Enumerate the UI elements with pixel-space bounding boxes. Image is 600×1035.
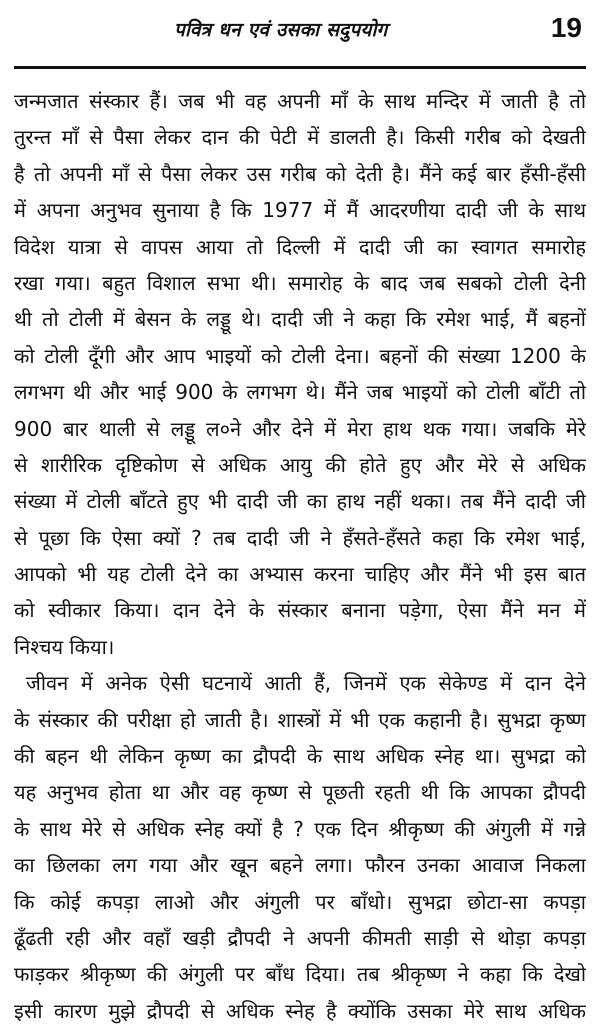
text-line: फाड़कर श्रीकृष्ण की अंगुली पर बाँध दिया। तब श्रीकृष्ण ने कहा कि देखो [14, 962, 586, 987]
body-text [14, 83, 586, 1029]
text-line: के संस्कार की परीक्षा हो जाती है। शास्त्रों में भी एक कहानी है। सुभद्रा कृष्ण [14, 707, 586, 732]
text-line: जन्मजात संस्कार हैं। जब भी वह अपनी माँ के साथ मन्दिर में जाती है तो [14, 89, 586, 113]
text-line: इसी कारण मुझे द्रौपदी से अधिक स्नेह है क्योंकि उसका मेरे साथ अधिक [14, 998, 586, 1023]
text-line: को टोली दूँगी और आप भाइयों को टोली देना। बहनों की संख्या 1200 के [14, 343, 586, 368]
text-line: थी तो टोली में बेसन के लड्डू थे। दादी जी ने कहा कि रमेश भाई, मैं बहनों [14, 307, 586, 332]
paragraph [14, 665, 586, 1029]
text-line: की बहन थी लेकिन कृष्ण का द्रौपदी के साथ अधिक स्नेह था। सुभद्रा को [14, 744, 586, 769]
text-line: आपको भी यह टोली देने का अभ्यास करना चाहिए और मैंने भी इस बात [14, 562, 586, 587]
text-line: जीवन में अनेक ऐसी घटनायें आती हैं, जिनमें एक सेकेण्ड में दान देने [26, 671, 586, 696]
text-line: कि कोई कपड़ा लाओ और अंगुली पर बाँधो। सुभद्रा छोटा-सा कपड़ा [14, 889, 586, 914]
text-line: यह अनुभव होता था और वह कृष्ण से पूछती रहती थी कि आपका द्रौपदी [14, 780, 586, 805]
text-line: तुरन्त माँ से पैसा लेकर दान की पेटी में डालती है। किसी गरीब को देखती [14, 125, 586, 150]
running-head: पवित्र धन एवं उसका सदुपयोग [174, 19, 388, 41]
text-line: के साथ मेरे से अधिक स्नेह क्यों है ? एक दिन श्रीकृष्ण की अंगुली में गन्ने [14, 816, 586, 841]
text-line: विदेश यात्रा से वापस आया तो दिल्ली में दादी जी का स्वागत समारोह [14, 234, 586, 259]
text-line: में अपना अनुभव सुनाया है कि 1977 में मैं आदरणीया दादी जी के साथ [14, 198, 586, 223]
text-line: 900 बार थाली से लड्डू ल०ने और देने में मेरा हाथ थक गया। जबकि मेरे [14, 416, 586, 441]
text-line: है तो अपनी माँ से पैसा लेकर उस गरीब को देती है। मैंने कई बार हँसी-हँसी [14, 161, 586, 186]
text-line: ढूँढती रही और वहाँ खड़ी द्रौपदी ने अपनी कीमती साड़ी से थोड़ा कपड़ा [14, 925, 586, 950]
text-line: रखा गया। बहुत विशाल सभा थी। समारोह के बाद जब सबको टोली देनी [14, 270, 586, 295]
text-line: का छिलका लग गया और खून बहने लगा। फौरन उनका आवाज निकला [14, 853, 586, 878]
text-line: निश्चय किया। [14, 634, 115, 659]
text-line: लगभग थी और भाई 900 के लगभग थे। मैंने जब भाइयों को टोली बाँटी तो [14, 380, 586, 405]
page-header [14, 0, 586, 69]
text-line: से पूछा कि ऐसा क्यों ? तब दादी जी ने हँसते-हँसते कहा कि रमेश भाई, [14, 525, 586, 550]
paragraph [14, 83, 586, 665]
text-line: संख्या में टोली बाँटते हुए भी दादी जी का हाथ नहीं थका। तब मैंने दादी जी [14, 489, 586, 514]
text-line: को स्वीकार किया। दान देने के संस्कार बनाना पड़ेगा, ऐसा मैंने मन में [14, 598, 586, 623]
text-line: से शारीरिक दृष्टिकोण से अधिक आयु की होते हुए और मेरे से अधिक [14, 452, 586, 477]
page-number: 19 [550, 12, 582, 43]
